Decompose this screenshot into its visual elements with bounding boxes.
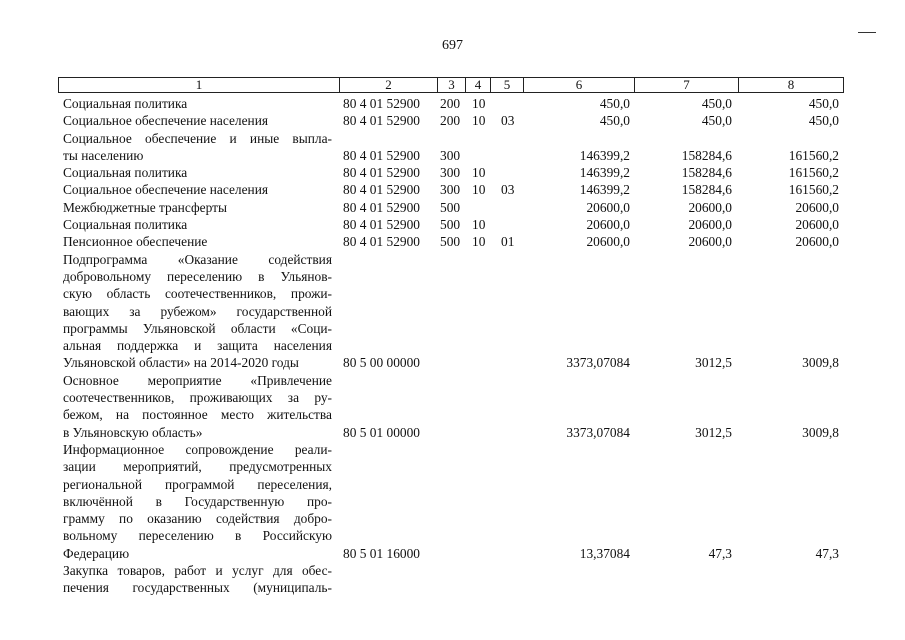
row-expense-type: 300 xyxy=(440,147,461,163)
row-description xyxy=(63,199,332,216)
description-line: Информационное сопровождение реали- xyxy=(63,441,332,457)
row-section: 10 xyxy=(472,217,486,233)
row-value-col6: 20600,0 xyxy=(586,234,630,250)
row-code: 80 5 01 00000 xyxy=(343,424,420,440)
table-row xyxy=(0,441,905,562)
description-line: бежом, на постоянное место жительства xyxy=(63,407,332,423)
description-line: Федерацию xyxy=(63,545,130,561)
row-value-col8: 3009,8 xyxy=(802,355,839,371)
row-value-col7: 450,0 xyxy=(701,113,732,129)
row-description xyxy=(63,164,332,181)
description-line: грамму по оказанию содействия добро- xyxy=(63,511,332,527)
row-value-col6: 450,0 xyxy=(599,96,630,111)
row-code: 80 4 01 52900 xyxy=(343,147,420,163)
row-code: 80 4 01 52900 xyxy=(343,217,420,233)
row-expense-type: 500 xyxy=(440,217,461,233)
description-line: зации мероприятий, предусмотренных xyxy=(63,459,332,475)
row-value-col7: 3012,5 xyxy=(695,424,732,440)
page-number: 697 xyxy=(442,38,463,53)
row-value-col6: 450,0 xyxy=(599,113,630,129)
row-value-col7: 450,0 xyxy=(701,96,732,111)
row-description xyxy=(63,112,332,129)
description-line: Пенсионное обеспечение xyxy=(63,234,208,250)
row-value-col8: 161560,2 xyxy=(788,182,839,198)
description-line: Социальная политика xyxy=(63,165,188,181)
row-value-col6: 146399,2 xyxy=(579,182,630,198)
row-description xyxy=(63,95,332,112)
table-row xyxy=(0,112,905,129)
row-description xyxy=(63,216,332,233)
row-subsection: 03 xyxy=(501,113,515,129)
row-code: 80 4 01 52900 xyxy=(343,182,420,198)
table-row xyxy=(0,233,905,250)
row-expense-type: 500 xyxy=(440,234,461,250)
row-value-col7: 158284,6 xyxy=(681,147,732,163)
row-value-col7: 3012,5 xyxy=(695,355,732,371)
row-description xyxy=(63,130,332,165)
row-code: 80 4 01 52900 xyxy=(343,96,420,111)
row-section: 10 xyxy=(472,182,486,198)
row-code: 80 4 01 52900 xyxy=(343,234,420,250)
description-line: вающих за рубежом» государственной xyxy=(63,303,332,319)
row-value-col7: 20600,0 xyxy=(688,234,732,250)
row-expense-type: 300 xyxy=(440,182,461,198)
row-value-col6: 13,37084 xyxy=(579,545,630,561)
row-code: 80 4 01 52900 xyxy=(343,113,420,129)
description-line: включённой в Государственную про- xyxy=(63,493,332,509)
row-description xyxy=(63,233,332,250)
row-value-col7: 47,3 xyxy=(708,545,732,561)
row-code: 80 4 01 52900 xyxy=(343,165,420,181)
row-code: 80 5 01 16000 xyxy=(343,545,420,561)
row-code: 80 4 01 52900 xyxy=(343,199,420,215)
row-value-col7: 158284,6 xyxy=(681,182,732,198)
description-line: соотечественников, проживающих за ру- xyxy=(63,390,332,406)
table-row xyxy=(0,130,905,165)
description-line: альная поддержка и защита населения xyxy=(63,338,332,354)
row-expense-type: 500 xyxy=(440,199,461,215)
row-value-col7: 20600,0 xyxy=(688,199,732,215)
description-line: в Ульяновскую область» xyxy=(63,424,203,440)
description-line: Закупка товаров, работ и услуг для обес- xyxy=(63,563,332,579)
description-line: Социальная политика xyxy=(63,217,188,233)
row-section: 10 xyxy=(472,96,486,111)
table-row xyxy=(0,562,905,597)
corner-dash-mark xyxy=(858,32,876,33)
table-row xyxy=(0,372,905,441)
row-description xyxy=(63,562,332,597)
row-value-col8: 20600,0 xyxy=(795,234,839,250)
header-cell-6: 6 xyxy=(523,77,635,93)
row-section: 10 xyxy=(472,165,486,181)
row-description xyxy=(63,251,332,372)
row-value-col6: 20600,0 xyxy=(586,217,630,233)
header-cell-4: 4 xyxy=(465,77,491,93)
table-row xyxy=(0,95,905,112)
row-code: 80 5 00 00000 xyxy=(343,355,420,371)
header-cell-5: 5 xyxy=(490,77,524,93)
row-subsection: 01 xyxy=(501,234,515,250)
description-line: программы Ульяновской области «Соци- xyxy=(63,320,332,336)
row-value-col8: 47,3 xyxy=(815,545,839,561)
header-cell-7: 7 xyxy=(634,77,739,93)
description-line: Подпрограмма «Оказание содействия xyxy=(63,251,332,267)
row-value-col8: 161560,2 xyxy=(788,147,839,163)
row-value-col6: 3373,07084 xyxy=(566,424,630,440)
row-value-col8: 450,0 xyxy=(808,96,839,111)
description-line: Межбюджетные трансферты xyxy=(63,199,227,215)
row-value-col6: 3373,07084 xyxy=(566,355,630,371)
row-value-col7: 20600,0 xyxy=(688,217,732,233)
row-value-col6: 20600,0 xyxy=(586,199,630,215)
description-line: Ульяновской области» на 2014-2020 годы xyxy=(63,355,299,371)
table-body xyxy=(0,95,905,597)
header-cell-3: 3 xyxy=(437,77,466,93)
description-line: скую область соотечественников, прожи- xyxy=(63,286,332,302)
table-row xyxy=(0,181,905,198)
description-line: Социальное обеспечение и иные выпла- xyxy=(63,130,332,146)
row-expense-type: 200 xyxy=(440,113,461,129)
row-value-col8: 450,0 xyxy=(808,113,839,129)
table-row xyxy=(0,251,905,372)
description-line: региональной программой переселения, xyxy=(63,476,332,492)
row-value-col8: 20600,0 xyxy=(795,217,839,233)
row-value-col8: 3009,8 xyxy=(802,424,839,440)
row-value-col6: 146399,2 xyxy=(579,165,630,181)
description-line: Основное мероприятие «Привлечение xyxy=(63,372,332,388)
row-expense-type: 200 xyxy=(440,96,461,111)
header-cell-2: 2 xyxy=(339,77,438,93)
description-line: вольному переселению в Российскую xyxy=(63,528,332,544)
row-section: 10 xyxy=(472,234,486,250)
table-row xyxy=(0,199,905,216)
row-description xyxy=(63,181,332,198)
row-expense-type: 300 xyxy=(440,165,461,181)
description-line: добровольному переселению в Ульянов- xyxy=(63,268,332,284)
row-description xyxy=(63,372,332,441)
description-line: ты населению xyxy=(63,147,144,163)
row-value-col6: 146399,2 xyxy=(579,147,630,163)
header-cell-8: 8 xyxy=(738,77,844,93)
row-value-col8: 20600,0 xyxy=(795,199,839,215)
description-line: Социальное обеспечение населения xyxy=(63,182,269,198)
row-subsection: 03 xyxy=(501,182,515,198)
row-description xyxy=(63,441,332,562)
table-row xyxy=(0,164,905,181)
header-cell-1: 1 xyxy=(58,77,340,93)
row-value-col7: 158284,6 xyxy=(681,165,732,181)
table-row xyxy=(0,216,905,233)
description-line: печения государственных (муниципаль- xyxy=(63,580,332,596)
row-section: 10 xyxy=(472,113,486,129)
description-line: Социальное обеспечение населения xyxy=(63,113,269,129)
row-value-col8: 161560,2 xyxy=(788,165,839,181)
description-line: Социальная политика xyxy=(63,96,188,111)
